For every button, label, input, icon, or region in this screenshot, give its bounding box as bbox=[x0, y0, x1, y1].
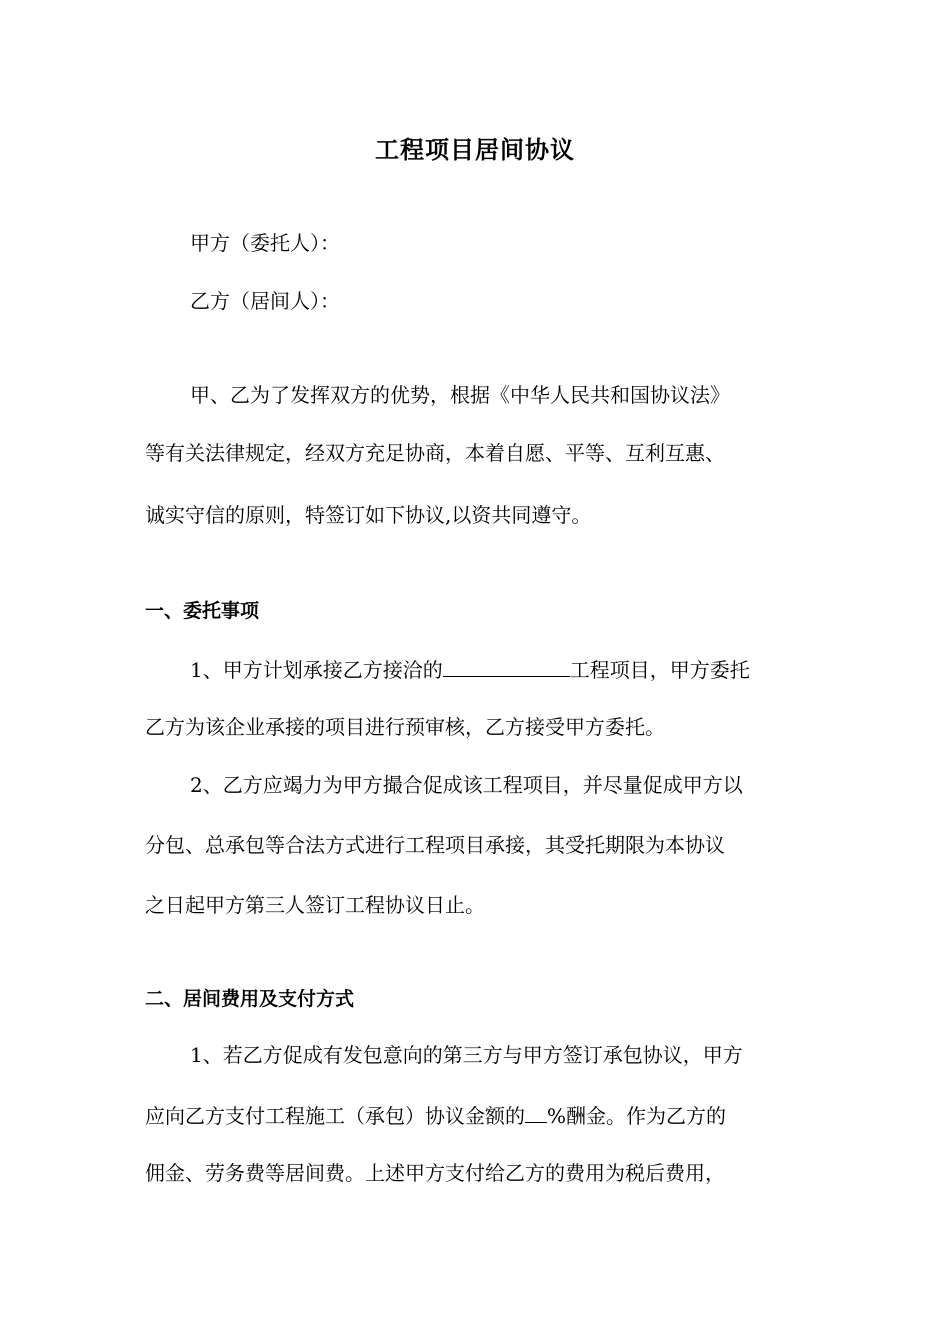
intro-line-3: 诚实守信的原则，特签订如下协议,以资共同遵守。 bbox=[145, 503, 592, 527]
section-1-heading: 一、委托事项 bbox=[145, 600, 260, 622]
section-2-item-1-text-pre: 应向乙方支付工程施工（承包）协议金额的 bbox=[145, 1104, 525, 1128]
section-2-item-1-line-1: 1、若乙方促成有发包意向的第三方与甲方签订承包协议，甲方 bbox=[190, 1043, 743, 1067]
section-1-item-1-text-pre: 1、甲方计划承接乙方接洽的 bbox=[190, 658, 443, 682]
section-1-item-1-line-2: 乙方为该企业承接的项目进行预审核，乙方接受甲方委托。 bbox=[145, 715, 665, 739]
percentage-blank bbox=[525, 1100, 547, 1123]
project-name-blank bbox=[443, 654, 570, 677]
document-title: 工程项目居间协议 bbox=[375, 136, 575, 164]
party-a-label: 甲方（委托人）： bbox=[190, 231, 340, 255]
section-1-item-2-line-2: 分包、总承包等合法方式进行工程项目承接，其受托期限为本协议 bbox=[145, 833, 725, 857]
section-1-item-1-text-post: 工程项目，甲方委托 bbox=[569, 658, 750, 682]
section-1-item-2-line-3: 之日起甲方第三人签订工程协议日止。 bbox=[145, 893, 485, 917]
section-2-item-1-line-2 bbox=[145, 1100, 810, 1131]
section-1-item-2-line-1: 2、乙方应竭力为甲方撮合促成该工程项目，并尽量促成甲方以 bbox=[190, 773, 743, 797]
party-b-label: 乙方（居间人）： bbox=[190, 289, 340, 313]
intro-line-1: 甲、乙为了发挥双方的优势，根据《中华人民共和国协议法》 bbox=[190, 383, 730, 407]
section-1-item-1-line-1 bbox=[190, 654, 855, 685]
section-2-item-1-text-post: %酬金。作为乙方的 bbox=[547, 1104, 727, 1128]
section-2-item-1-line-3: 佣金、劳务费等居间费。上述甲方支付给乙方的费用为税后费用， bbox=[145, 1161, 725, 1185]
intro-line-2: 等有关法律规定，经双方充足协商，本着自愿、平等、互利互惠、 bbox=[145, 441, 725, 465]
section-2-heading: 二、居间费用及支付方式 bbox=[145, 988, 355, 1010]
